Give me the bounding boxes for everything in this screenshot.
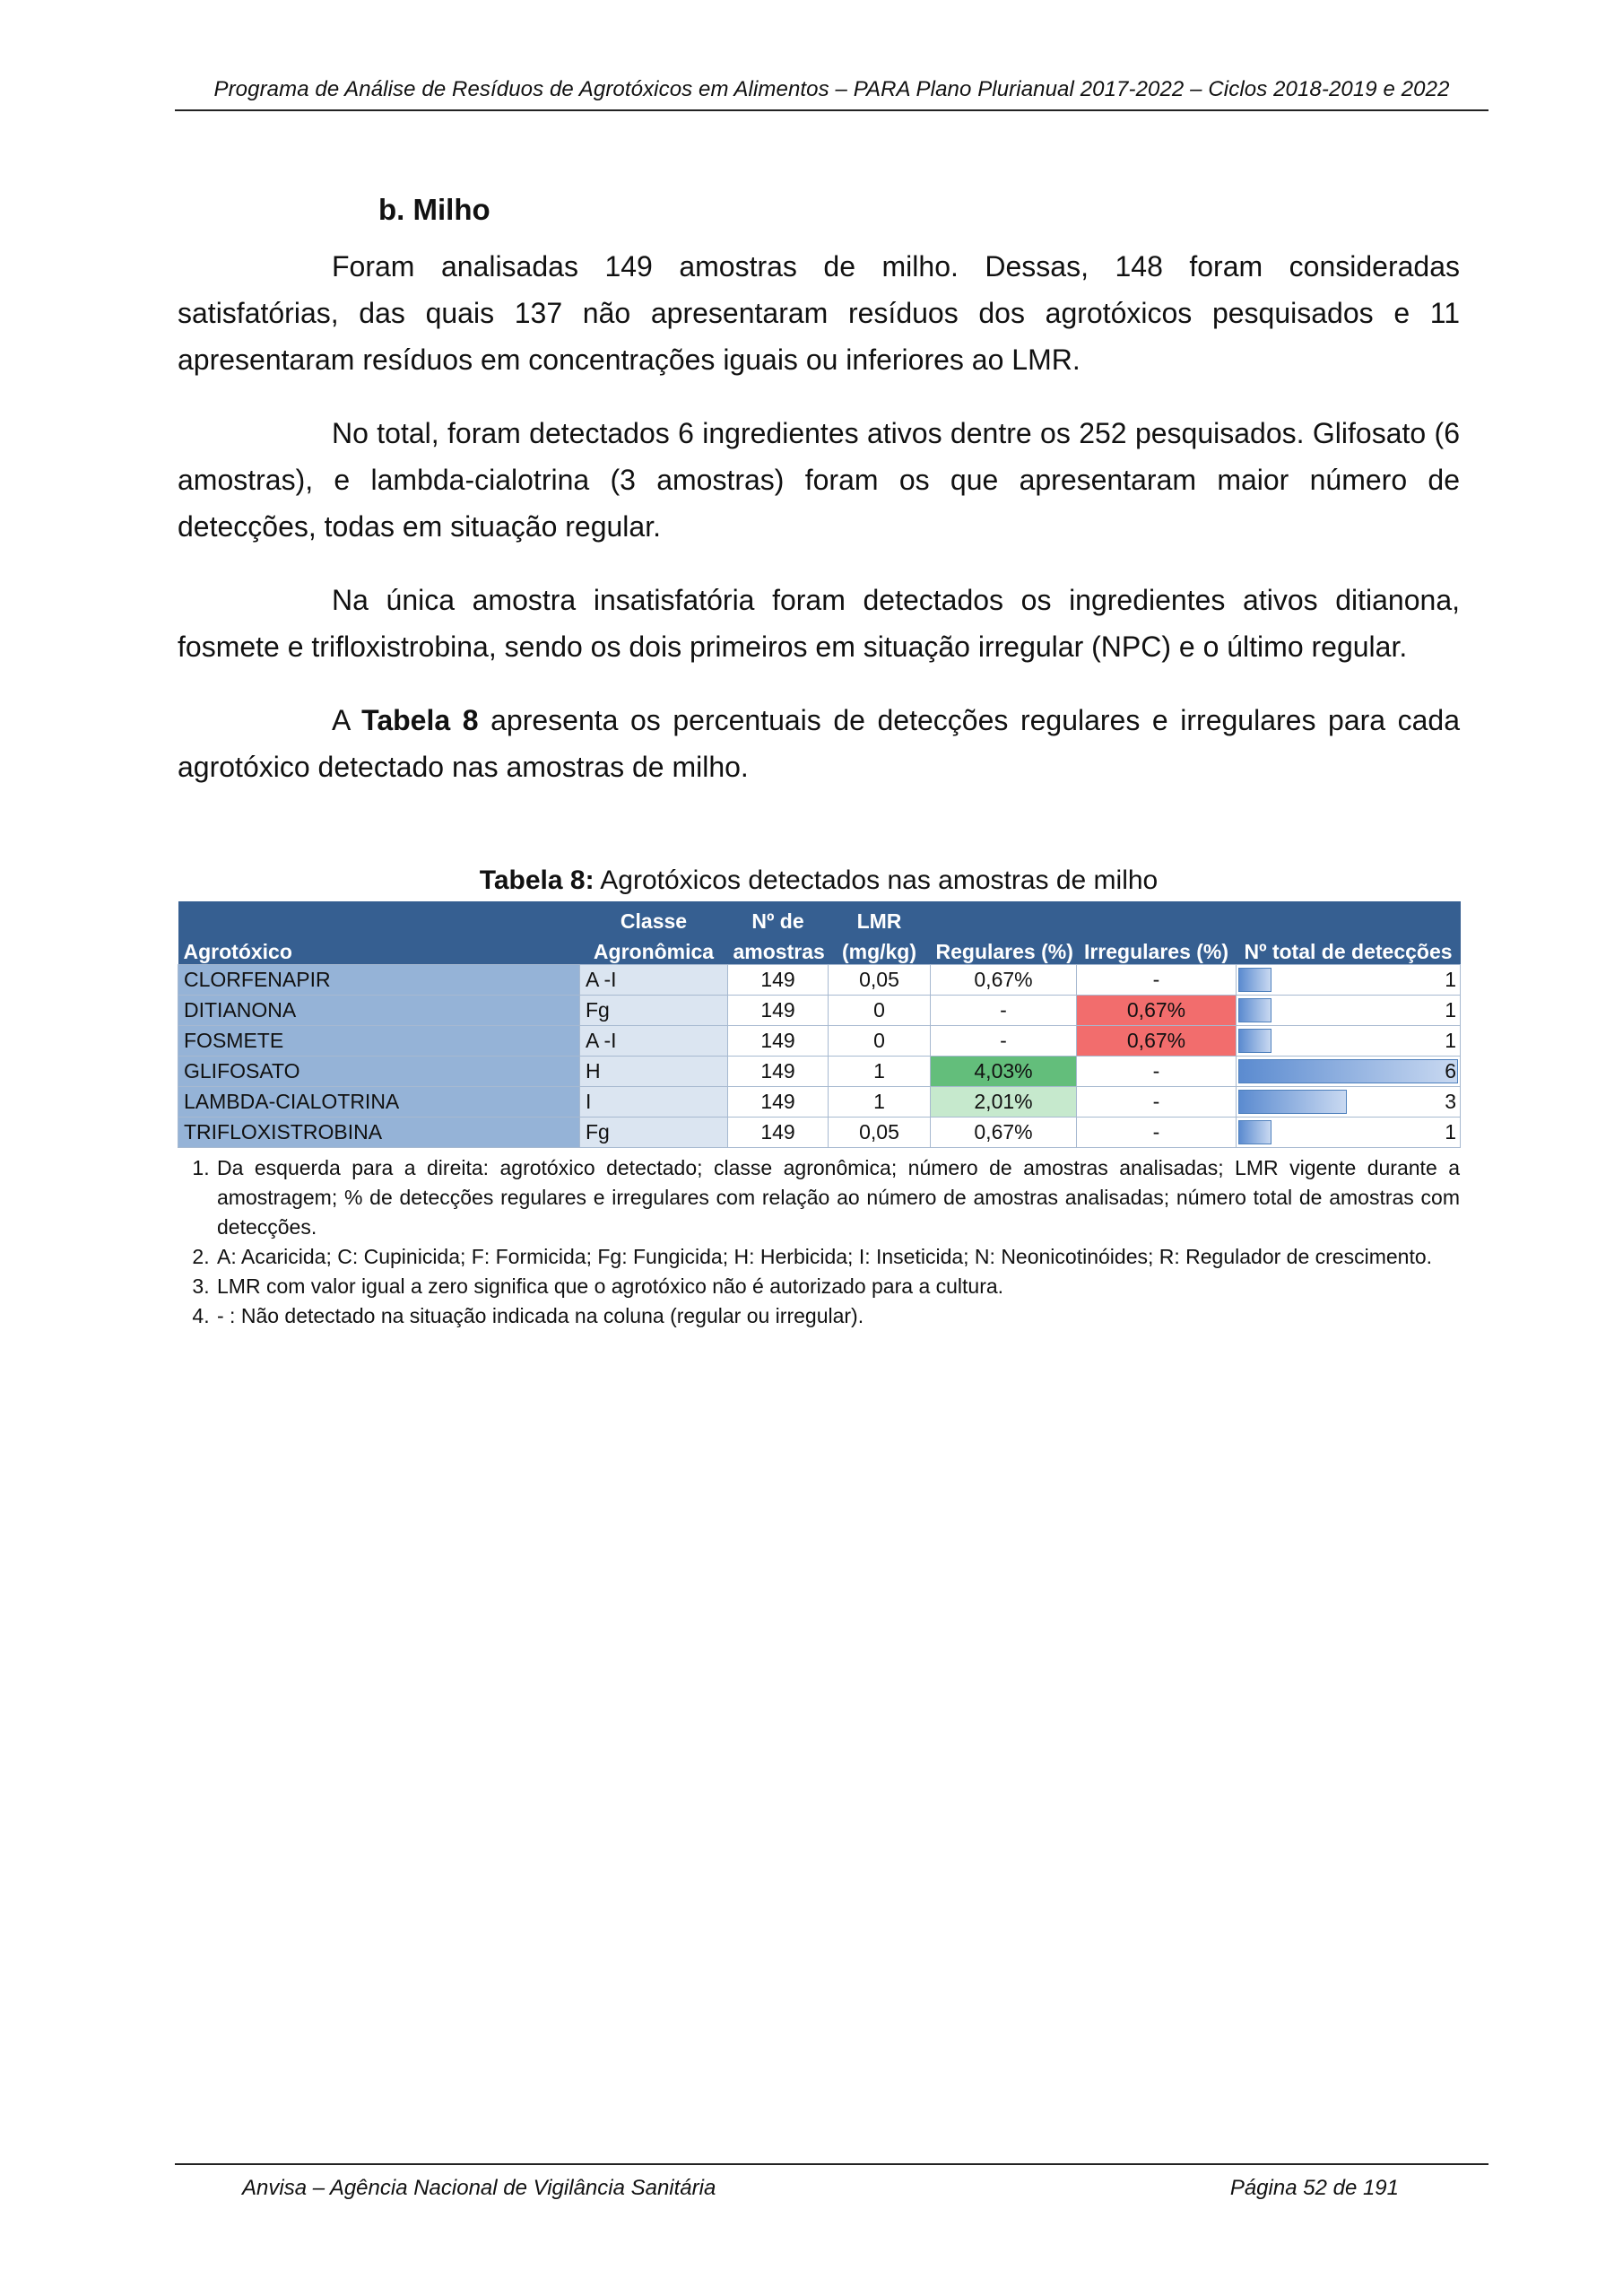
total-detections-bar (1238, 1090, 1347, 1114)
table-body (178, 965, 1461, 1148)
n-amostras-cell: 149 (728, 1057, 829, 1087)
irregulares-cell: - (1077, 1087, 1237, 1118)
total-detections-cell (1237, 1087, 1461, 1118)
table-header-row-2 (178, 934, 1461, 965)
header-n-bottom: amostras (728, 934, 829, 965)
table-caption-text: Agrotóxicos detectados nas amostras de milho (594, 865, 1159, 895)
table-row (178, 965, 1461, 996)
total-detections-bar (1238, 1029, 1271, 1053)
header-irregulares: Irregulares (%) (1077, 934, 1237, 965)
table-row (178, 1087, 1461, 1118)
footer-page-number: Página 52 de 191 (1229, 2176, 1399, 2200)
total-detections-cell (1237, 996, 1461, 1026)
classe-cell: Fg (580, 1118, 728, 1148)
table-notes (178, 1153, 1460, 1331)
paragraph-4 (178, 697, 1460, 790)
paragraph-2: No total, foram detectados 6 ingredientes ativos dentre os 252 pesquisados. Glifosato (6 amostras), e lambda-cialotrina (3 amostras) foram os que apresentaram maior número de detecções, todas em situação regular. (178, 417, 1460, 543)
classe-cell: I (580, 1087, 728, 1118)
classe-cell: A -I (580, 1026, 728, 1057)
table-note: 1. Da esquerda para a direita: agrotóxico detectado; classe agronômica; número de amostras analisadas; LMR vigente durante a amostragem; % de detecções regulares e irregulares com relação ao número de amostras analisadas; número total de amostras com detecções. (215, 1153, 1460, 1242)
total-detections-value: 1 (1445, 1029, 1456, 1052)
agrotoxico-cell: LAMBDA-CIALOTRINA (178, 1087, 580, 1118)
classe-cell: Fg (580, 996, 728, 1026)
regulares-cell: - (931, 996, 1077, 1026)
table-row (178, 996, 1461, 1026)
paragraph-3: Na única amostra insatisfatória foram detectados os ingredientes ativos ditianona, fosmete e trifloxistrobina, sendo os dois primeiros em situação irregular (NPC) e o último regular. (178, 584, 1460, 663)
total-detections-bar (1238, 1120, 1271, 1144)
table-note: 3. LMR com valor igual a zero significa que o agrotóxico não é autorizado para a cultura. (215, 1272, 1460, 1301)
agrotoxico-cell: DITIANONA (178, 996, 580, 1026)
table-note: 2. A: Acaricida; C: Cupinicida; F: Formicida; Fg: Fungicida; H: Herbicida; I: Inseticida; N: Neonicotinóides; R: Regulador de crescimento. (215, 1242, 1460, 1272)
paragraph-4-post: apresenta os percentuais de detecções regulares e irregulares para cada agrotóxico detectado nas amostras de milho. (178, 704, 1461, 783)
total-detections-bar (1238, 1059, 1458, 1083)
regulares-cell: 0,67% (931, 1118, 1077, 1148)
header-total: Nº total de detecções (1237, 934, 1461, 965)
lmr-cell: 0,05 (829, 1118, 931, 1148)
agrotoxico-cell: CLORFENAPIR (178, 965, 580, 996)
table-header-row-1 (178, 901, 1461, 934)
table-caption (178, 865, 1460, 896)
header-spacer-1 (931, 901, 1077, 934)
header-rule (175, 109, 1488, 111)
irregulares-cell: 0,67% (1077, 1026, 1237, 1057)
header-lmr-bottom: (mg/kg) (829, 934, 931, 965)
table-row (178, 1118, 1461, 1148)
running-header: Programa de Análise de Resíduos de Agrotóxicos em Alimentos – PARA Plano Plurianual 2017-2022 – Ciclos 2018-2019 e 2022 (213, 77, 1450, 101)
header-spacer-3 (1237, 901, 1461, 934)
regulares-cell: 0,67% (931, 965, 1077, 996)
total-detections-cell (1237, 1026, 1461, 1057)
regulares-cell: 2,01% (931, 1087, 1077, 1118)
n-amostras-cell: 149 (728, 996, 829, 1026)
header-agrotoxico-spacer (178, 901, 580, 934)
table-caption-label: Tabela 8: (479, 865, 595, 895)
lmr-cell: 1 (829, 1087, 931, 1118)
header-agrotoxico: Agrotóxico (178, 934, 580, 965)
table-note: 4. - : Não detectado na situação indicada na coluna (regular ou irregular). (215, 1301, 1460, 1331)
total-detections-value: 1 (1445, 968, 1456, 991)
header-spacer-2 (1077, 901, 1237, 934)
irregulares-cell: 0,67% (1077, 996, 1237, 1026)
total-detections-value: 6 (1445, 1059, 1456, 1083)
header-regulares: Regulares (%) (931, 934, 1077, 965)
agrotoxico-cell: TRIFLOXISTROBINA (178, 1118, 580, 1148)
table-row (178, 1057, 1461, 1087)
header-n-top: Nº de (728, 901, 829, 934)
paragraph-1: Foram analisadas 149 amostras de milho. Dessas, 148 foram consideradas satisfatórias, das quais 137 não apresentaram resíduos dos agrotóxicos pesquisados e 11 apresentaram resíduos em concentrações iguais ou inferiores ao LMR. (178, 250, 1460, 376)
total-detections-cell (1237, 1118, 1461, 1148)
agrotoxico-cell: FOSMETE (178, 1026, 580, 1057)
classe-cell: H (580, 1057, 728, 1087)
agrotoxico-cell: GLIFOSATO (178, 1057, 580, 1087)
total-detections-bar (1238, 998, 1271, 1022)
total-detections-value: 1 (1445, 1120, 1456, 1144)
irregulares-cell: - (1077, 965, 1237, 996)
classe-cell: A -I (580, 965, 728, 996)
total-detections-cell (1237, 1057, 1461, 1087)
total-detections-cell (1237, 965, 1461, 996)
n-amostras-cell: 149 (728, 1026, 829, 1057)
irregulares-cell: - (1077, 1118, 1237, 1148)
page-content (178, 193, 1460, 1331)
table-row (178, 1026, 1461, 1057)
detections-table (178, 901, 1461, 1148)
table-reference: Tabela 8 (361, 704, 479, 736)
lmr-cell: 0,05 (829, 965, 931, 996)
lmr-cell: 0 (829, 1026, 931, 1057)
n-amostras-cell: 149 (728, 965, 829, 996)
footer-rule (175, 2163, 1488, 2165)
total-detections-value: 3 (1445, 1090, 1456, 1113)
header-lmr-top: LMR (829, 901, 931, 934)
footer-agency: Anvisa – Agência Nacional de Vigilância Sanitária (242, 2176, 716, 2200)
total-detections-value: 1 (1445, 998, 1456, 1022)
lmr-cell: 0 (829, 996, 931, 1026)
section-title: b. Milho (378, 193, 490, 226)
regulares-cell: 4,03% (931, 1057, 1077, 1087)
irregulares-cell: - (1077, 1057, 1237, 1087)
n-amostras-cell: 149 (728, 1118, 829, 1148)
regulares-cell: - (931, 1026, 1077, 1057)
n-amostras-cell: 149 (728, 1087, 829, 1118)
lmr-cell: 1 (829, 1057, 931, 1087)
header-classe-bottom: Agronômica (580, 934, 728, 965)
header-classe-top: Classe (580, 901, 728, 934)
paragraph-4-pre: A (332, 704, 362, 736)
total-detections-bar (1238, 968, 1271, 992)
